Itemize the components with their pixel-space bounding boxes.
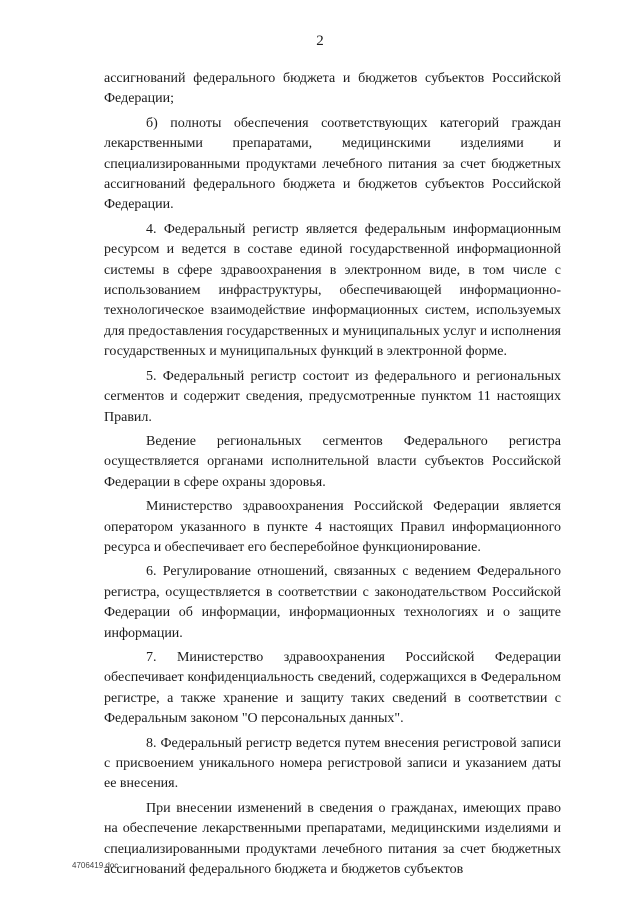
paragraph-changes: При внесении изменений в сведения о гражданах, имеющих право на обеспечение лекарственными препаратами, медицинскими изделиями и специализированными продуктами лечебного питания за счет бюджетных ассигнований федерального бюджета и бюджетов субъектов [104, 800, 561, 878]
paragraph-item-7: 7. Министерство здравоохранения Российской Федерации обеспечивает конфиденциальность сведений, содержащихся в Федеральном регистре, а также хранение и защиту таких сведений в соответствии с Федеральным законом "О персональных данных". [104, 649, 561, 727]
document-file-id: 4706419.doc [72, 861, 119, 870]
paragraph-subitem-b: б) полноты обеспечения соответствующих категорий граждан лекарственными препаратами, медицинскими изделиями и специализированными продуктами лечебного питания за счет бюджетных ассигнований федерального бюджета и бюджетов субъектов Российской Федерации. [104, 115, 561, 213]
paragraph-item-4: 4. Федеральный регистр является федеральным информационным ресурсом и ведется в составе единой государственной информационной системы в сфере здравоохранения в электронном виде, в том числе с использованием инфраструктуры, обеспечивающей информационно-технологическое взаимодействие информационных систем, используемых для предоставления государственных и муниципальных услуг и исполнения государственных и муниципальных функций в электронной форме. [104, 221, 561, 360]
paragraph-regional-segments: Ведение региональных сегментов Федерального регистра осуществляется органами исполнительной власти субъектов Российской Федерации в сфере охраны здоровья. [104, 433, 561, 490]
document-body [104, 69, 561, 884]
paragraph-ministry-operator: Министерство здравоохранения Российской Федерации является оператором указанного в пункте 4 настоящих Правил информационного ресурса и обеспечивает его бесперебойное функционирование. [104, 499, 561, 555]
paragraph-item-8: 8. Федеральный регистр ведется путем внесения регистровой записи с присвоением уникального номера регистровой записи и указанием даты ее внесения. [104, 735, 561, 792]
paragraph-continuation: ассигнований федерального бюджета и бюджетов субъектов Российской Федерации; [104, 71, 561, 107]
paragraph-item-6: 6. Регулирование отношений, связанных с ведением Федерального регистра, осуществляется в соответствии с законодательством Российской Федерации об информации, информационных технологиях и о защите информации. [104, 564, 561, 641]
paragraph-item-5: 5. Федеральный регистр состоит из федерального и региональных сегментов и содержит сведения, предусмотренные пунктом 11 настоящих Правил. [104, 368, 561, 425]
page-number: 2 [316, 33, 324, 49]
